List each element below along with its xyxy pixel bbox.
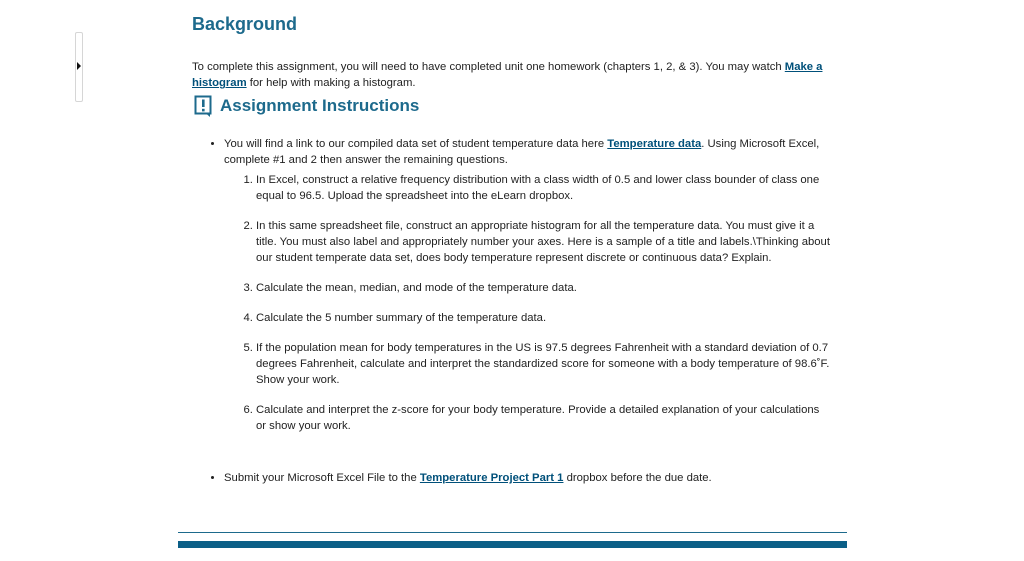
- submit-text-end: dropbox before the due date.: [563, 472, 712, 484]
- footer-divider-thin: [178, 532, 847, 533]
- step-item: 4. Calculate the 5 number summary of the temperature data.: [256, 310, 832, 326]
- instructions-header: [194, 95, 419, 117]
- list-item: [224, 136, 832, 434]
- instructions-heading: Assignment Instructions: [220, 96, 420, 115]
- instructions-list: [192, 136, 832, 448]
- intro-text: You will find a link to our compiled data set of student temperature data here: [224, 138, 608, 150]
- sidebar-toggle[interactable]: [75, 32, 83, 102]
- intro-text-end: . Using Microsoft Excel, complete #1 and 2 then answer the remaining questions.: [224, 138, 820, 166]
- step-item: 6. Calculate and interpret the z-score for your body temperature. Provide a detailed explanation of your calculations or show your work.: [256, 402, 832, 434]
- background-paragraph: [192, 59, 832, 91]
- step-item: 1. In Excel, construct a relative frequency distribution with a class width of 0.5 and lower class bounder of class one equal to 96.5. Upload the spreadsheet into the eLearn dropbox.: [256, 172, 832, 204]
- steps-list: [224, 172, 832, 434]
- step-item: 3. Calculate the mean, median, and mode of the temperature data.: [256, 280, 832, 296]
- chevron-right-icon: [77, 62, 81, 70]
- submit-list: [192, 470, 832, 486]
- background-text: To complete this assignment, you will need to have completed unit one homework (chapters 1, 2, & 3). You may watch: [192, 61, 785, 74]
- temperature-data-link[interactable]: Temperature data: [607, 138, 702, 150]
- exclamation-clipboard-icon: [194, 95, 214, 117]
- footer-divider-thick: [178, 541, 847, 548]
- background-text-end: for help with making a histogram.: [246, 77, 416, 90]
- step-item: 2. In this same spreadsheet file, construct an appropriate histogram for all the temperature data. You must give it a title. You must also label and appropriately number your axes. Here is a sample of a title and labels.\Thinking about our student temperate data set, does body temperature represent discrete or continuous data? Explain.: [256, 218, 832, 266]
- make-histogram-link[interactable]: Make a histogram: [192, 61, 823, 90]
- step-item: 5. If the population mean for body temperatures in the US is 97.5 degrees Fahrenheit with a standard deviation of 0.7 degrees Fahrenheit, calculate and interpret the standardized score for someone with a body temperature of 98.6˚F. Show your work.: [256, 340, 832, 388]
- temperature-project-link[interactable]: Temperature Project Part 1: [419, 472, 564, 484]
- list-item: [224, 470, 832, 486]
- background-heading: Background: [192, 14, 298, 34]
- submit-text: Submit your Microsoft Excel File to the: [224, 472, 420, 484]
